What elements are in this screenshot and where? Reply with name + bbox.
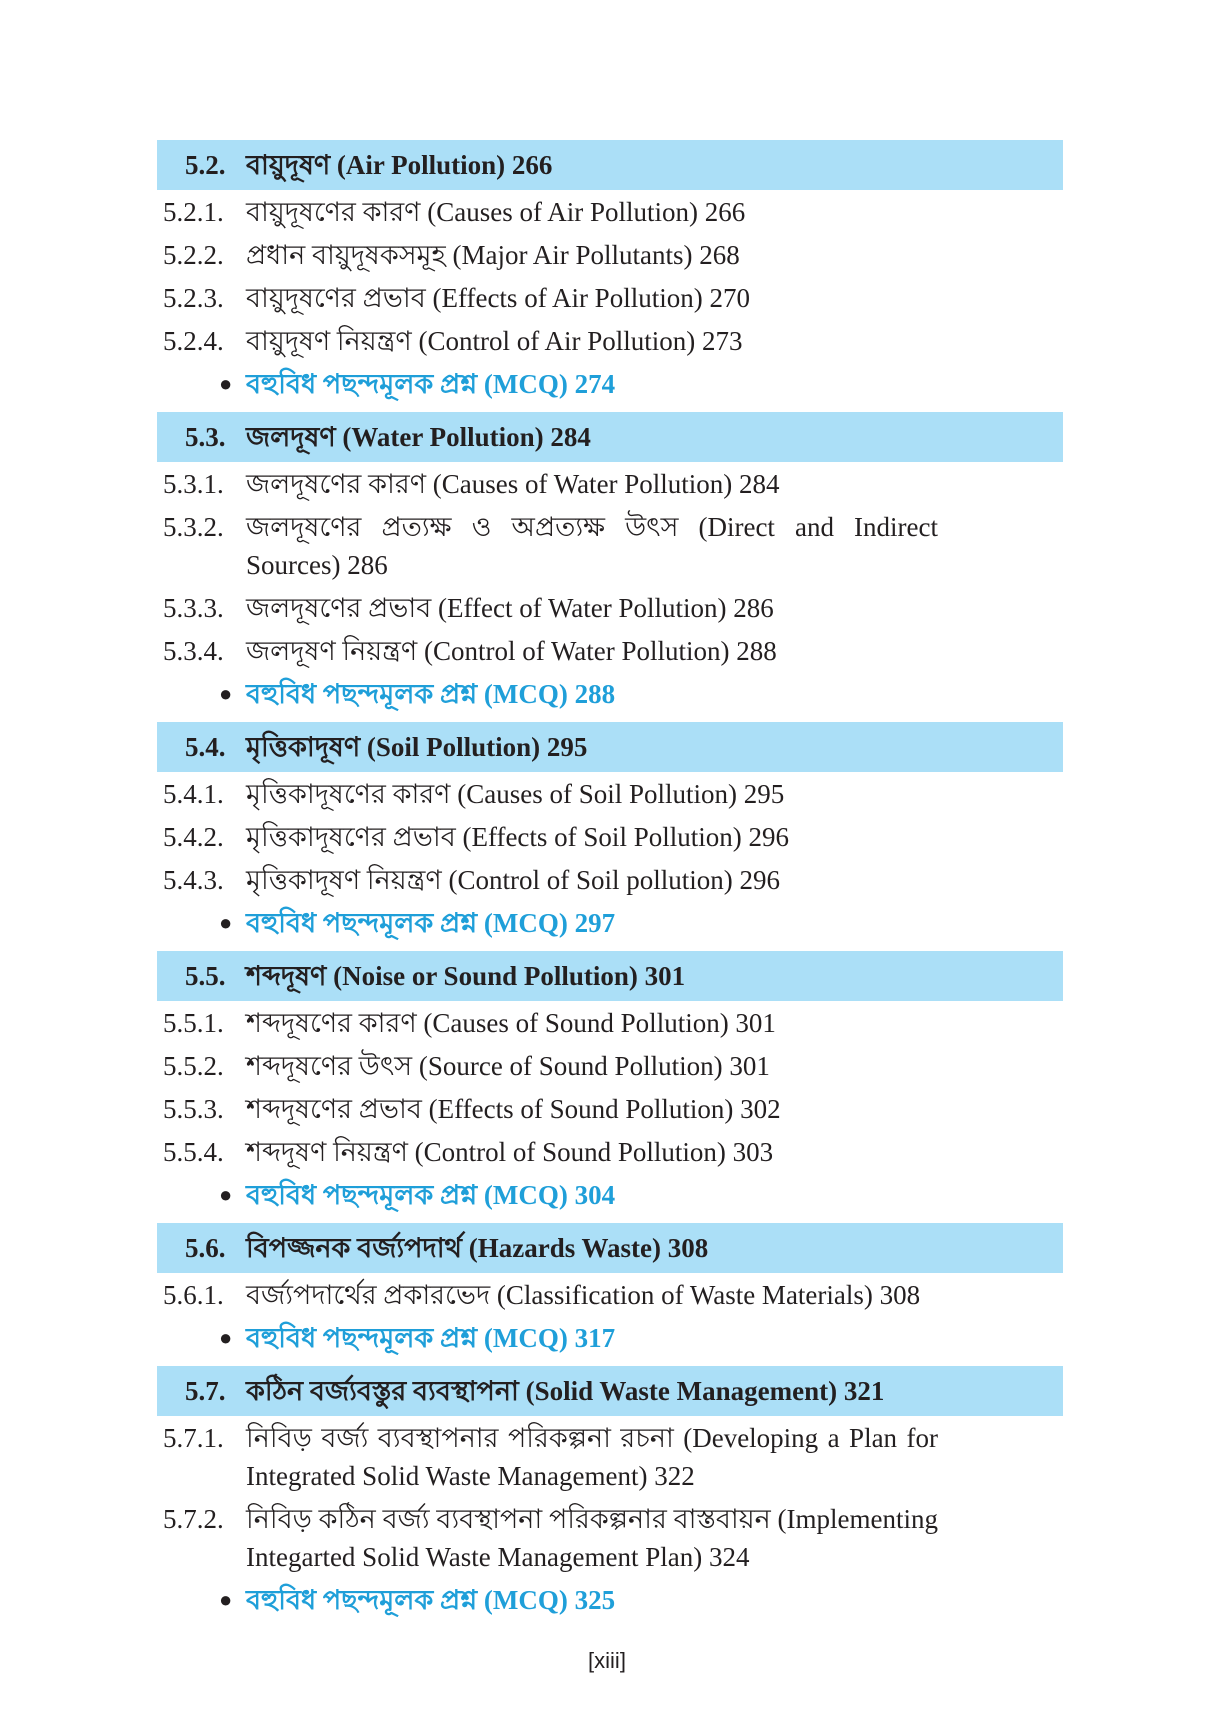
entry-number: 5.5.3. xyxy=(163,1093,224,1124)
bullet-icon: ● xyxy=(219,680,233,706)
entry-title: নিবিড় কঠিন বর্জ্য ব্যবস্থাপনা পরিকল্পনার বাস্তবায়ন (Implementing Integarted Solid Waste Management Plan) 324 xyxy=(246,1503,938,1572)
toc-entry xyxy=(157,462,1063,505)
toc-entry xyxy=(157,1497,1063,1578)
mcq-title: বহুবিধ পছন্দমূলক প্রশ্ন (MCQ) 274 xyxy=(246,368,616,399)
bullet-icon: ● xyxy=(219,909,233,935)
entry-number: 5.2.3. xyxy=(163,282,224,313)
entry-title: প্রধান বায়ুদূষকসমূহ (Major Air Pollutants) 268 xyxy=(246,239,740,270)
section-heading xyxy=(157,722,1063,772)
mcq-title: বহুবিধ পছন্দমূলক প্রশ্ন (MCQ) 288 xyxy=(246,678,616,709)
section-number: 5.6. xyxy=(185,1233,226,1263)
mcq-title: বহুবিধ পছন্দমূলক প্রশ্ন (MCQ) 325 xyxy=(246,1584,616,1615)
section-number: 5.5. xyxy=(185,961,226,991)
toc-entry xyxy=(157,1130,1063,1173)
toc-entry xyxy=(157,190,1063,233)
toc-entry xyxy=(157,815,1063,858)
toc-entry xyxy=(157,1044,1063,1087)
entry-title: শব্দদূষণের কারণ (Causes of Sound Pollution) 301 xyxy=(246,1007,776,1038)
entry-title: মৃত্তিকাদূষণের প্রভাব (Effects of Soil Pollution) 296 xyxy=(246,821,789,852)
entry-title: শব্দদূষণের প্রভাব (Effects of Sound Pollution) 302 xyxy=(246,1093,781,1124)
section-heading xyxy=(157,1223,1063,1273)
section-heading xyxy=(157,951,1063,1001)
section-number: 5.3. xyxy=(185,422,226,452)
section-number: 5.2. xyxy=(185,150,226,180)
mcq-entry xyxy=(157,1316,1063,1359)
entry-title: জলদূষণের প্রভাব (Effect of Water Pollution) 286 xyxy=(246,592,774,623)
entry-number: 5.3.1. xyxy=(163,468,224,499)
toc-entry xyxy=(157,319,1063,362)
entry-title: নিবিড় বর্জ্য ব্যবস্থাপনার পরিকল্পনা রচনা (Developing a Plan for Integrated Solid Waste Management) 322 xyxy=(246,1422,938,1491)
mcq-entry xyxy=(157,901,1063,944)
bullet-icon: ● xyxy=(219,1586,233,1612)
entry-number: 5.5.2. xyxy=(163,1050,224,1081)
entry-number: 5.5.4. xyxy=(163,1136,224,1167)
entry-title: বায়ুদূষণের কারণ (Causes of Air Pollution) 266 xyxy=(246,196,746,227)
section-title: কঠিন বর্জ্যবস্তুর ব্যবস্থাপনা (Solid Waste Management) 321 xyxy=(246,1376,885,1406)
toc-entry xyxy=(157,1416,1063,1497)
table-of-contents xyxy=(157,140,1063,1621)
entry-number: 5.4.2. xyxy=(163,821,224,852)
entry-number: 5.2.1. xyxy=(163,196,224,227)
toc-entry xyxy=(157,276,1063,319)
section-title: মৃত্তিকাদূষণ (Soil Pollution) 295 xyxy=(246,732,588,762)
entry-title: জলদূষণের প্রত্যক্ষ ও অপ্রত্যক্ষ উৎস (Direct and Indirect Sources) 286 xyxy=(246,511,938,580)
entry-title: মৃত্তিকাদূষণ নিয়ন্ত্রণ (Control of Soil pollution) 296 xyxy=(246,864,780,895)
mcq-entry xyxy=(157,1578,1063,1621)
entry-title: বায়ুদূষণ নিয়ন্ত্রণ (Control of Air Pollution) 273 xyxy=(246,325,743,356)
toc-entry xyxy=(157,505,1063,586)
section-number: 5.4. xyxy=(185,732,226,762)
toc-entry xyxy=(157,629,1063,672)
mcq-title: বহুবিধ পছন্দমূলক প্রশ্ন (MCQ) 304 xyxy=(246,1179,616,1210)
section-title: শব্দদূষণ (Noise or Sound Pollution) 301 xyxy=(246,961,686,991)
mcq-entry xyxy=(157,672,1063,715)
entry-number: 5.5.1. xyxy=(163,1007,224,1038)
toc-entry xyxy=(157,772,1063,815)
entry-title: বর্জ্যপদার্থের প্রকারভেদ (Classification of Waste Materials) 308 xyxy=(246,1279,921,1310)
entry-title: বায়ুদূষণের প্রভাব (Effects of Air Pollution) 270 xyxy=(246,282,750,313)
entry-number: 5.2.4. xyxy=(163,325,224,356)
section-heading xyxy=(157,140,1063,190)
entry-number: 5.2.2. xyxy=(163,239,224,270)
section-heading xyxy=(157,1366,1063,1416)
entry-number: 5.3.2. xyxy=(163,511,224,542)
bullet-icon: ● xyxy=(219,1324,233,1350)
section-number: 5.7. xyxy=(185,1376,226,1406)
entry-title: শব্দদূষণের উৎস (Source of Sound Pollution) 301 xyxy=(246,1050,770,1081)
toc-entry xyxy=(157,1001,1063,1044)
entry-title: জলদূষণ নিয়ন্ত্রণ (Control of Water Pollution) 288 xyxy=(246,635,777,666)
mcq-title: বহুবিধ পছন্দমূলক প্রশ্ন (MCQ) 317 xyxy=(246,1322,616,1353)
entry-number: 5.3.4. xyxy=(163,635,224,666)
entry-number: 5.4.3. xyxy=(163,864,224,895)
bullet-icon: ● xyxy=(219,1181,233,1207)
mcq-entry xyxy=(157,1173,1063,1216)
section-title: বায়ুদূষণ (Air Pollution) 266 xyxy=(246,150,553,180)
toc-entry xyxy=(157,586,1063,629)
section-title: বিপজ্জনক বর্জ্যপদার্থ (Hazards Waste) 308 xyxy=(246,1233,709,1263)
entry-number: 5.4.1. xyxy=(163,778,224,809)
toc-entry xyxy=(157,233,1063,276)
entry-number: 5.3.3. xyxy=(163,592,224,623)
toc-entry xyxy=(157,858,1063,901)
mcq-entry xyxy=(157,362,1063,405)
toc-entry xyxy=(157,1273,1063,1316)
toc-entry xyxy=(157,1087,1063,1130)
entry-number: 5.7.2. xyxy=(163,1503,224,1534)
entry-number: 5.7.1. xyxy=(163,1422,224,1453)
entry-number: 5.6.1. xyxy=(163,1279,224,1310)
entry-title: জলদূষণের কারণ (Causes of Water Pollution) 284 xyxy=(246,468,780,499)
bullet-icon: ● xyxy=(219,370,233,396)
mcq-title: বহুবিধ পছন্দমূলক প্রশ্ন (MCQ) 297 xyxy=(246,907,616,938)
entry-title: শব্দদূষণ নিয়ন্ত্রণ (Control of Sound Pollution) 303 xyxy=(246,1136,774,1167)
section-title: জলদূষণ (Water Pollution) 284 xyxy=(246,422,591,452)
entry-title: মৃত্তিকাদূষণের কারণ (Causes of Soil Pollution) 295 xyxy=(246,778,785,809)
section-heading xyxy=(157,412,1063,462)
page-number: [xiii] xyxy=(588,1648,626,1673)
